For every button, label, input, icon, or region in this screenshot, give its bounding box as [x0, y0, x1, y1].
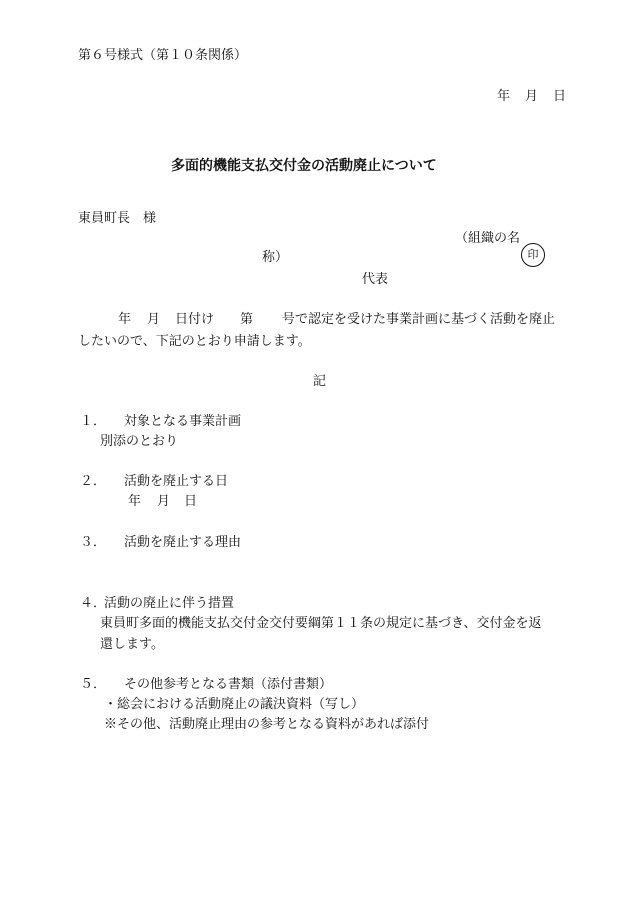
addressee: 東員町長 様 [78, 211, 157, 226]
item-2-day: 日 [184, 494, 198, 509]
item-5-number: ５． [80, 677, 107, 692]
item-1-detail: 別添のとおり [100, 434, 179, 449]
item-5-label: その他参考となる書類（添付書類） [124, 677, 333, 692]
item-2-month: 月 [157, 494, 171, 509]
document-title: 多面的機能支払交付金の活動廃止について [171, 158, 437, 174]
item-3-label: 活動を廃止する理由 [124, 535, 242, 550]
representative-label: 代表 [362, 272, 389, 287]
body-line1-rest: 号で認定を受けた事業計画に基づく活動を廃止 [282, 312, 556, 327]
item-2-number: ２． [80, 474, 107, 489]
form-number: 第６号様式（第１０条関係） [78, 48, 248, 63]
item-5-bullet-2: ※その他、活動廃止理由の参考となる資料があれば添付 [104, 717, 430, 732]
item-4-detail-line2: 還します。 [100, 637, 164, 652]
body-day-dated: 日付け [175, 312, 215, 327]
item-4-number: ４． [80, 596, 107, 611]
item-1-label: 対象となる事業計画 [124, 414, 242, 429]
body-dai: 第 [240, 312, 254, 327]
item-2-year: 年 [128, 494, 142, 509]
date-year-label: 年 [497, 89, 511, 104]
item-5-bullet-1: ・総会における活動廃止の議決資料（写し） [104, 697, 365, 712]
org-name-label-part2: 称） [262, 250, 289, 265]
date-month-label: 月 [525, 89, 539, 104]
body-month: 月 [147, 312, 161, 327]
org-name-label-part1: （組織の名 [455, 231, 521, 246]
item-3-number: ３． [80, 535, 107, 550]
body-year: 年 [118, 312, 132, 327]
item-1-number: １． [80, 414, 107, 429]
body-line2: したいので、下記のとおり申請します。 [78, 334, 311, 349]
item-4-label: 活動の廃止に伴う措置 [104, 596, 235, 611]
item-4-detail-line1: 東員町多面的機能支払交付金交付要綱第１１条の規定に基づき、交付金を返 [100, 616, 542, 631]
date-day-label: 日 [553, 89, 567, 104]
seal-mark: 印 [521, 243, 545, 267]
item-2-label: 活動を廃止する日 [124, 474, 229, 489]
ki-heading: 記 [313, 374, 327, 389]
